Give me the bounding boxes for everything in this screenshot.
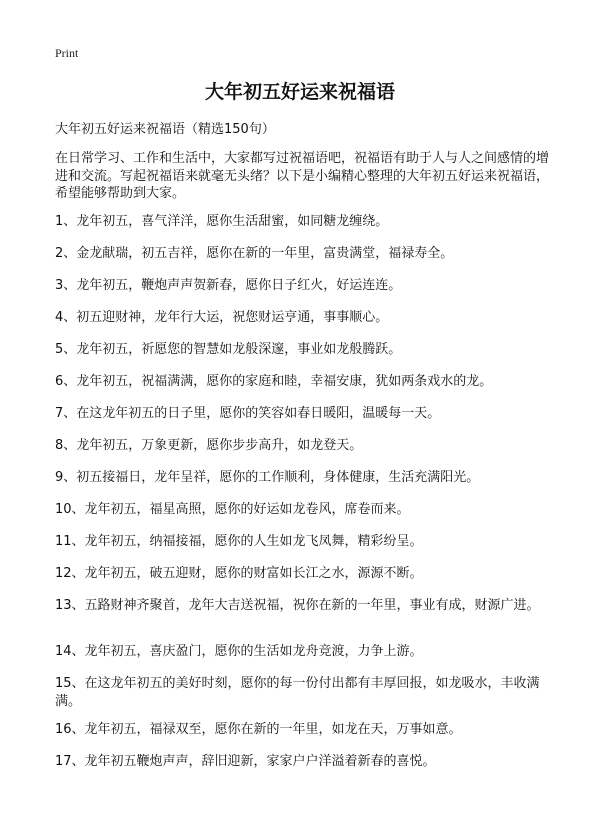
list-item: 2、金龙献瑞，初五吉祥，愿你在新的一年里，富贵满堂，福禄寿全。	[55, 246, 454, 261]
list-item: 1、龙年初五，喜气洋洋，愿你生活甜蜜，如同糖龙缠绕。	[55, 214, 389, 229]
list-item: 16、龙年初五，福禄双至，愿你在新的一年里，如龙在天，万事如意。	[55, 722, 462, 737]
list-item: 14、龙年初五，喜庆盈门，愿你的生活如龙舟竞渡，力争上游。	[55, 644, 423, 659]
page-title: 大年初五好运来祝福语	[204, 81, 395, 103]
list-item: 8、龙年初五，万象更新，愿你步步高升，如龙登天。	[55, 438, 363, 453]
print-link[interactable]: Print	[55, 46, 79, 60]
list-item: 10、龙年初五，福星高照，愿你的好运如龙卷风，席卷而来。	[55, 502, 410, 517]
list-item: 9、初五接福日，龙年呈祥，愿你的工作顺利，身体健康，生活充满阳光。	[55, 470, 480, 485]
intro-paragraph: 在日常学习、工作和生活中，大家都写过祝福语吧，祝福语有助于人与人之间感情的增进和交流。写起祝福语来就毫无头绪？以下是小编精心整理的大年初五好运来祝福语，希望能够帮助到大家。	[55, 151, 550, 201]
list-item: 13、五路财神齐聚首，龙年大吉送祝福，祝你在新的一年里，事业有成，财源广进。	[55, 598, 540, 613]
list-item: 4、初五迎财神，龙年行大运，祝您财运亨通，事事顺心。	[55, 310, 389, 325]
list-item: 7、在这龙年初五的日子里，愿你的笑容如春日暖阳，温暖每一天。	[55, 406, 441, 421]
document-subtitle: 大年初五好运来祝福语（精选150句）	[55, 122, 275, 137]
list-item: 5、龙年初五，祈愿您的智慧如龙般深邃，事业如龙般腾跃。	[55, 342, 402, 357]
list-item: 11、龙年初五，纳福接福，愿你的人生如龙飞凤舞，精彩纷呈。	[55, 534, 423, 549]
list-item: 3、龙年初五，鞭炮声声贺新春，愿你日子红火，好运连连。	[55, 278, 402, 293]
list-item: 17、龙年初五鞭炮声声，辞旧迎新，家家户户洋溢着新春的喜悦。	[55, 754, 436, 769]
list-item: 15、在这龙年初五的美好时刻，愿你的每一份付出都有丰厚回报，如龙吸水，丰收满满。	[55, 676, 540, 709]
list-item: 6、龙年初五，祝福满满，愿你的家庭和睦，幸福安康，犹如两条戏水的龙。	[55, 374, 493, 389]
list-item: 12、龙年初五，破五迎财，愿你的财富如长江之水，源源不断。	[55, 566, 423, 581]
